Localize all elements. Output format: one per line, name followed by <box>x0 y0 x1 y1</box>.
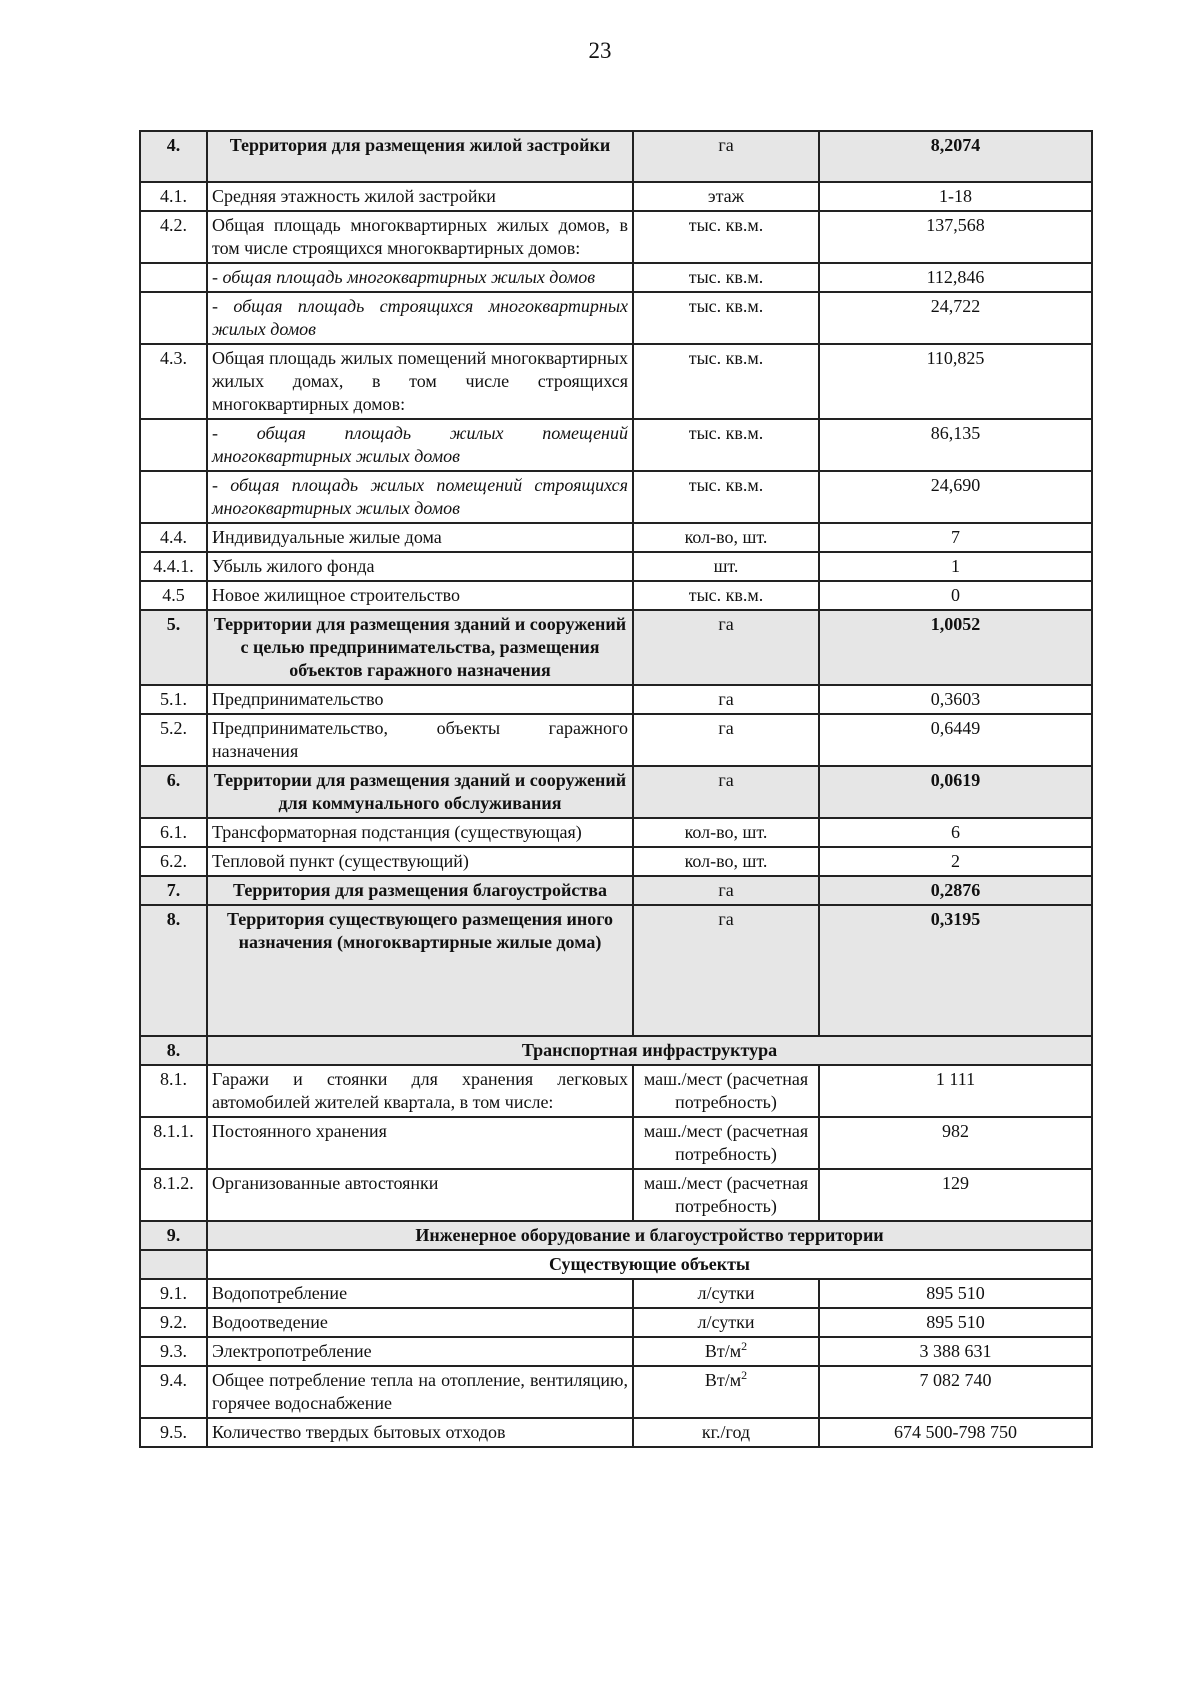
table-row <box>140 685 1092 714</box>
row-number: 4.4.1. <box>140 552 207 581</box>
row-value: 24,722 <box>819 292 1092 344</box>
row-value: 0 <box>819 581 1092 610</box>
row-unit: тыс. кв.м. <box>633 263 819 292</box>
row-number: 6. <box>140 766 207 818</box>
table-row <box>140 905 1092 1036</box>
row-number: 9.5. <box>140 1418 207 1447</box>
row-number <box>140 419 207 471</box>
row-name: Территории для размещения зданий и сооружений для коммунального обслуживания <box>207 766 633 818</box>
row-value: 0,6449 <box>819 714 1092 766</box>
row-value: 1 <box>819 552 1092 581</box>
row-value: 2 <box>819 847 1092 876</box>
table-row <box>140 419 1092 471</box>
row-unit <box>633 1337 819 1366</box>
row-unit: л/сутки <box>633 1308 819 1337</box>
row-unit: кол-во, шт. <box>633 847 819 876</box>
table-row <box>140 1250 1092 1279</box>
row-number: 8.1.1. <box>140 1117 207 1169</box>
row-value: 674 500-798 750 <box>819 1418 1092 1447</box>
row-unit: тыс. кв.м. <box>633 471 819 523</box>
table-row <box>140 1036 1092 1065</box>
page-number: 23 <box>588 38 612 63</box>
row-unit: га <box>633 685 819 714</box>
table-row <box>140 847 1092 876</box>
row-value: 129 <box>819 1169 1092 1221</box>
row-value: 1 111 <box>819 1065 1092 1117</box>
row-number <box>140 263 207 292</box>
row-number: 5.1. <box>140 685 207 714</box>
row-name: Водоотведение <box>207 1308 633 1337</box>
row-value: 982 <box>819 1117 1092 1169</box>
row-unit: тыс. кв.м. <box>633 419 819 471</box>
row-name: - общая площадь жилых помещений многоквартирных жилых домов <box>207 419 633 471</box>
table-row <box>140 344 1092 419</box>
row-number: 5.2. <box>140 714 207 766</box>
row-unit: тыс. кв.м. <box>633 211 819 263</box>
row-name: Электропотребление <box>207 1337 633 1366</box>
row-value: 24,690 <box>819 471 1092 523</box>
table-row <box>140 1418 1092 1447</box>
row-value: 0,2876 <box>819 876 1092 905</box>
row-unit: кг./год <box>633 1418 819 1447</box>
unit-superscript: 2 <box>741 1368 748 1382</box>
table-row <box>140 552 1092 581</box>
unit-text: Вт/м <box>704 1370 742 1390</box>
row-name: - общая площадь жилых помещений строящихся многоквартирных жилых домов <box>207 471 633 523</box>
row-value: 86,135 <box>819 419 1092 471</box>
row-name: Территория для размещения благоустройства <box>207 876 633 905</box>
row-number: 8. <box>140 1036 207 1065</box>
row-number: 4.1. <box>140 182 207 211</box>
row-name: Постоянного хранения <box>207 1117 633 1169</box>
row-name: Общая площадь многоквартирных жилых домов, в том числе строящихся многоквартирных домов: <box>207 211 633 263</box>
row-name: Территории для размещения зданий и сооружений с целью предпринимательства, размещения объектов гаражного назначения <box>207 610 633 685</box>
row-number: 4.4. <box>140 523 207 552</box>
table-row <box>140 581 1092 610</box>
section-title: Инженерное оборудование и благоустройство территории <box>207 1221 1092 1250</box>
row-number: 9.3. <box>140 1337 207 1366</box>
row-unit: га <box>633 131 819 182</box>
row-number <box>140 471 207 523</box>
row-value: 895 510 <box>819 1279 1092 1308</box>
table-row <box>140 1366 1092 1418</box>
row-value: 895 510 <box>819 1308 1092 1337</box>
row-unit: га <box>633 610 819 685</box>
row-value: 7 082 740 <box>819 1366 1092 1418</box>
table-row <box>140 1337 1092 1366</box>
table-row <box>140 1169 1092 1221</box>
row-number: 4.5 <box>140 581 207 610</box>
row-number <box>140 1250 207 1279</box>
table-row <box>140 263 1092 292</box>
row-name: Водопотребление <box>207 1279 633 1308</box>
table-row <box>140 131 1092 182</box>
row-name: Трансформаторная подстанция (существующая) <box>207 818 633 847</box>
row-number: 9.4. <box>140 1366 207 1418</box>
row-number: 9. <box>140 1221 207 1250</box>
row-unit: маш./мест (расчетная потребность) <box>633 1169 819 1221</box>
row-number <box>140 292 207 344</box>
row-number: 4.2. <box>140 211 207 263</box>
section-title: Транспортная инфраструктура <box>207 1036 1092 1065</box>
row-number: 4. <box>140 131 207 182</box>
row-number: 5. <box>140 610 207 685</box>
row-value: 137,568 <box>819 211 1092 263</box>
row-unit: л/сутки <box>633 1279 819 1308</box>
row-name: Убыль жилого фонда <box>207 552 633 581</box>
row-value: 7 <box>819 523 1092 552</box>
row-unit: тыс. кв.м. <box>633 581 819 610</box>
unit-text: Вт/м <box>704 1341 742 1361</box>
row-number: 7. <box>140 876 207 905</box>
row-name: Средняя этажность жилой застройки <box>207 182 633 211</box>
table-row <box>140 610 1092 685</box>
row-name: Территория для размещения жилой застройки <box>207 131 633 182</box>
row-name: Индивидуальные жилые дома <box>207 523 633 552</box>
row-unit: тыс. кв.м. <box>633 292 819 344</box>
row-unit: га <box>633 905 819 1036</box>
row-unit: шт. <box>633 552 819 581</box>
row-number: 6.2. <box>140 847 207 876</box>
table-row <box>140 766 1092 818</box>
row-name: Новое жилищное строительство <box>207 581 633 610</box>
row-name: Общая площадь жилых помещений многоквартирных жилых домах, в том числе строящихся многоквартирных домов: <box>207 344 633 419</box>
row-unit: кол-во, шт. <box>633 818 819 847</box>
table-row <box>140 471 1092 523</box>
table-row <box>140 1065 1092 1117</box>
row-number: 9.1. <box>140 1279 207 1308</box>
row-unit: этаж <box>633 182 819 211</box>
table-row <box>140 818 1092 847</box>
row-value: 0,0619 <box>819 766 1092 818</box>
row-number: 4.3. <box>140 344 207 419</box>
row-name: Организованные автостоянки <box>207 1169 633 1221</box>
row-name: Гаражи и стоянки для хранения легковых автомобилей жителей квартала, в том числе: <box>207 1065 633 1117</box>
row-unit <box>633 1366 819 1418</box>
table-row <box>140 1221 1092 1250</box>
table-row <box>140 876 1092 905</box>
row-number: 8.1.2. <box>140 1169 207 1221</box>
row-name: - общая площадь строящихся многоквартирных жилых домов <box>207 292 633 344</box>
row-value: 1-18 <box>819 182 1092 211</box>
row-name: Предпринимательство <box>207 685 633 714</box>
table-row <box>140 523 1092 552</box>
row-name: Общее потребление тепла на отопление, вентиляцию, горячее водоснабжение <box>207 1366 633 1418</box>
row-unit: га <box>633 714 819 766</box>
row-unit: маш./мест (расчетная потребность) <box>633 1117 819 1169</box>
table-row <box>140 1279 1092 1308</box>
table-row <box>140 1117 1092 1169</box>
row-unit: маш./мест (расчетная потребность) <box>633 1065 819 1117</box>
row-value: 3 388 631 <box>819 1337 1092 1366</box>
row-unit: тыс. кв.м. <box>633 344 819 419</box>
row-number: 6.1. <box>140 818 207 847</box>
row-unit: кол-во, шт. <box>633 523 819 552</box>
row-value: 8,2074 <box>819 131 1092 182</box>
row-value: 1,0052 <box>819 610 1092 685</box>
row-name: Количество твердых бытовых отходов <box>207 1418 633 1447</box>
row-value: 110,825 <box>819 344 1092 419</box>
row-value: 0,3603 <box>819 685 1092 714</box>
row-value: 6 <box>819 818 1092 847</box>
row-number: 8.1. <box>140 1065 207 1117</box>
subsection-title: Существующие объекты <box>207 1250 1092 1279</box>
unit-superscript: 2 <box>741 1339 748 1353</box>
row-name: Тепловой пункт (существующий) <box>207 847 633 876</box>
table-row <box>140 1308 1092 1337</box>
row-value: 0,3195 <box>819 905 1092 1036</box>
indicators-table <box>139 130 1093 1448</box>
row-name: - общая площадь многоквартирных жилых домов <box>207 263 633 292</box>
row-name: Территория существующего размещения иного назначения (многоквартирные жилые дома) <box>207 905 633 1036</box>
row-unit: га <box>633 876 819 905</box>
table-row <box>140 211 1092 263</box>
row-unit: га <box>633 766 819 818</box>
row-value: 112,846 <box>819 263 1092 292</box>
row-name: Предпринимательство, объекты гаражного назначения <box>207 714 633 766</box>
table-row <box>140 292 1092 344</box>
table-row <box>140 714 1092 766</box>
row-number: 8. <box>140 905 207 1036</box>
row-number: 9.2. <box>140 1308 207 1337</box>
table-row <box>140 182 1092 211</box>
